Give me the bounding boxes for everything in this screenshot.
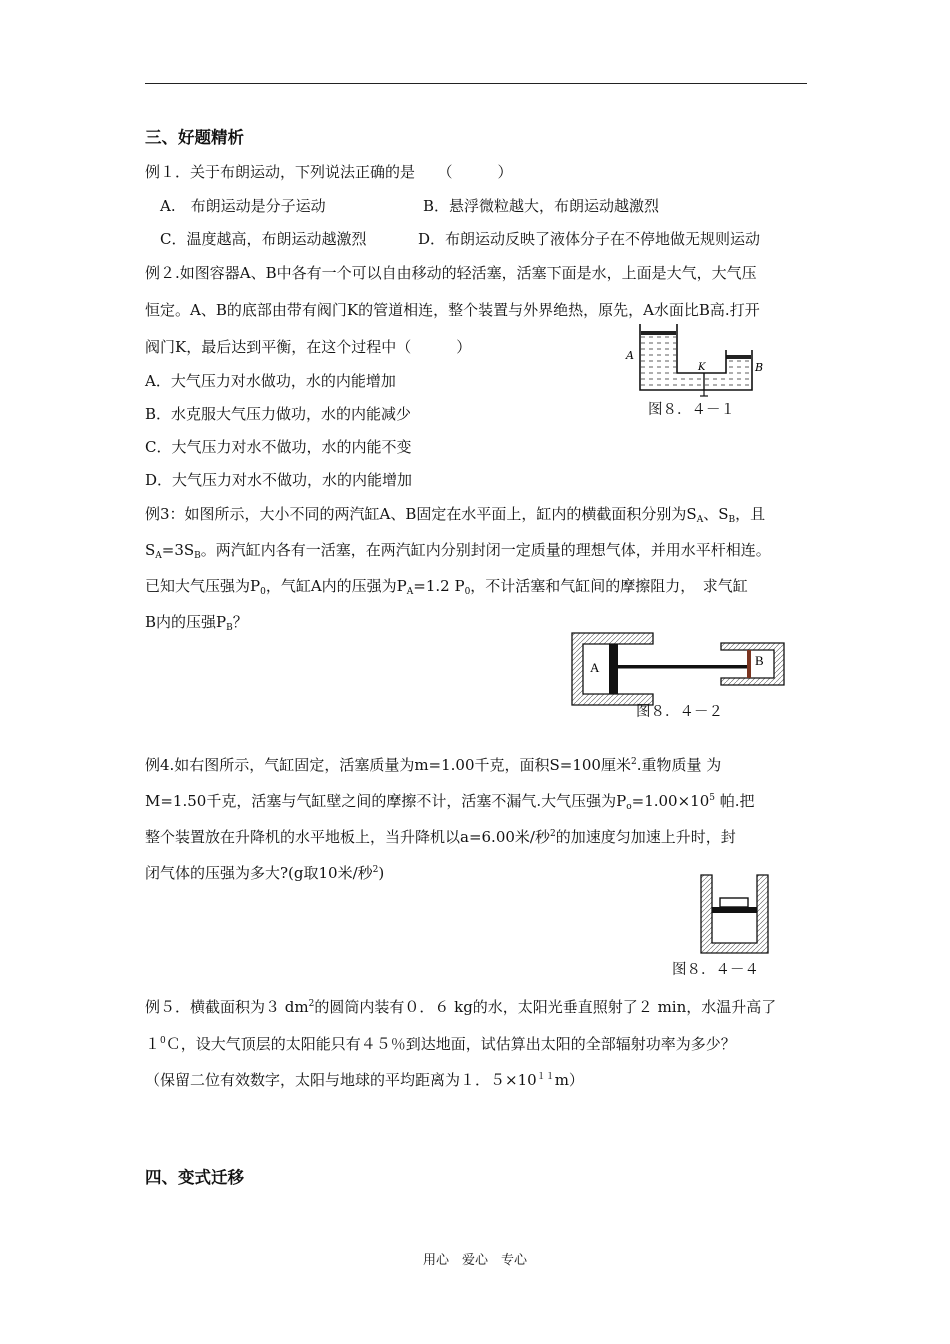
figure-8-4-1: [624, 322, 774, 397]
ex4-line-3: 整个装置放在升降机的水平地板上，当升降机以a=6.00米/秒$^2$的加速度匀加速上升时，封: [145, 828, 736, 846]
ex4-line-4: 闭气体的压强为多大?(g取10米/秒$^2$): [145, 864, 385, 882]
fig2-label-b: B: [755, 653, 764, 668]
fig1-label-b: B: [755, 361, 764, 374]
fig1-label-a: A: [626, 349, 634, 362]
page-footer: 用心 爱心 专心: [422, 1253, 527, 1268]
fig2-label-a: A: [590, 660, 600, 675]
ex3-line-3: 已知大气压强为$P_0$，气缸A内的压强为$P_A=1.2$ $P_0$，不计活塞和气缸间的摩擦阻力， 求气缸: [145, 577, 748, 597]
ex3-line-1: 例3：如图所示，大小不同的两汽缸A、B固定在水平面上，缸内的横截面积分别为$S_A$、$S_B$，且: [145, 505, 766, 525]
ex5-line-1: 例５．横截面积为３ $dm^2$的圆筒内装有０．６ kg的水，太阳光垂直照射了２ min，水温升高了: [145, 998, 777, 1016]
header-rule: [145, 83, 807, 84]
section-heading-4: 四、变式迁移: [145, 1168, 244, 1187]
ex1-option-a: A. 布朗运动是分子运动: [160, 197, 326, 215]
section-heading-3: 三、好题精析: [145, 128, 244, 147]
ex4-line-2: M=1.50千克，活塞与气缸壁之间的摩擦不计，活塞不漏气.大气压强为$P_o=1.00\times 10^5$ 帕.把: [145, 792, 755, 812]
figure-8-4-2-caption: 图８．４－２: [636, 704, 723, 720]
figure-8-4-4-caption: 图８．４－４: [672, 962, 759, 978]
ex3-line-4: B内的压强$P_B$？: [145, 613, 248, 633]
ex2-line-2: 恒定。A、B的底部由带有阀门K的管道相连，整个装置与外界绝热，原先，A水面比B高.打开: [145, 301, 760, 319]
figure-8-4-2: [571, 632, 785, 706]
figure-8-4-1-caption: 图８．４－１: [648, 402, 735, 418]
ex5-line-3: （保留二位有效数字，太阳与地球的平均距离为１．$5\times 10^{11}m$）: [145, 1071, 584, 1089]
ex1-option-b: B．悬浮微粒越大，布朗运动越激烈: [423, 197, 660, 215]
ex3-line-2: $S_A=3S_B$。两汽缸内各有一活塞，在两汽缸内分别封闭一定质量的理想气体，并用水平杆相连。: [145, 541, 771, 561]
ex2-option-d: D．大气压力对水不做功，水的内能增加: [145, 471, 413, 489]
ex2-line-1: 例２.如图容器A、B中各有一个可以自由移动的轻活塞，活塞下面是水，上面是大气，大气压: [145, 264, 757, 282]
fig1-label-k: K: [698, 362, 706, 373]
figure-8-4-4: [700, 874, 770, 954]
ex2-line-3: 阀门K，最后达到平衡，在这个过程中（ ）: [145, 338, 472, 356]
ex2-option-c: C．大气压力对水不做功，水的内能不变: [145, 438, 412, 456]
ex1-option-d: D．布朗运动反映了液体分子在不停地做无规则运动: [418, 230, 761, 248]
ex2-option-a: A．大气压力对水做功，水的内能增加: [145, 372, 396, 390]
ex1-option-c: C．温度越高，布朗运动越激烈: [160, 230, 367, 248]
ex5-line-2: $1^0C$，设大气顶层的太阳能只有４５％到达地面，试估算出太阳的全部辐射功率为多少？: [145, 1035, 736, 1053]
ex1-stem: 例１．关于布朗运动，下列说法正确的是 （ ）: [145, 163, 513, 181]
ex4-line-1: 例4.如右图所示，气缸固定，活塞质量为m=1.00千克，面积S=100厘米$^2$.重物质量 为: [145, 756, 722, 774]
ex2-option-b: B．水克服大气压力做功，水的内能减少: [145, 405, 412, 423]
